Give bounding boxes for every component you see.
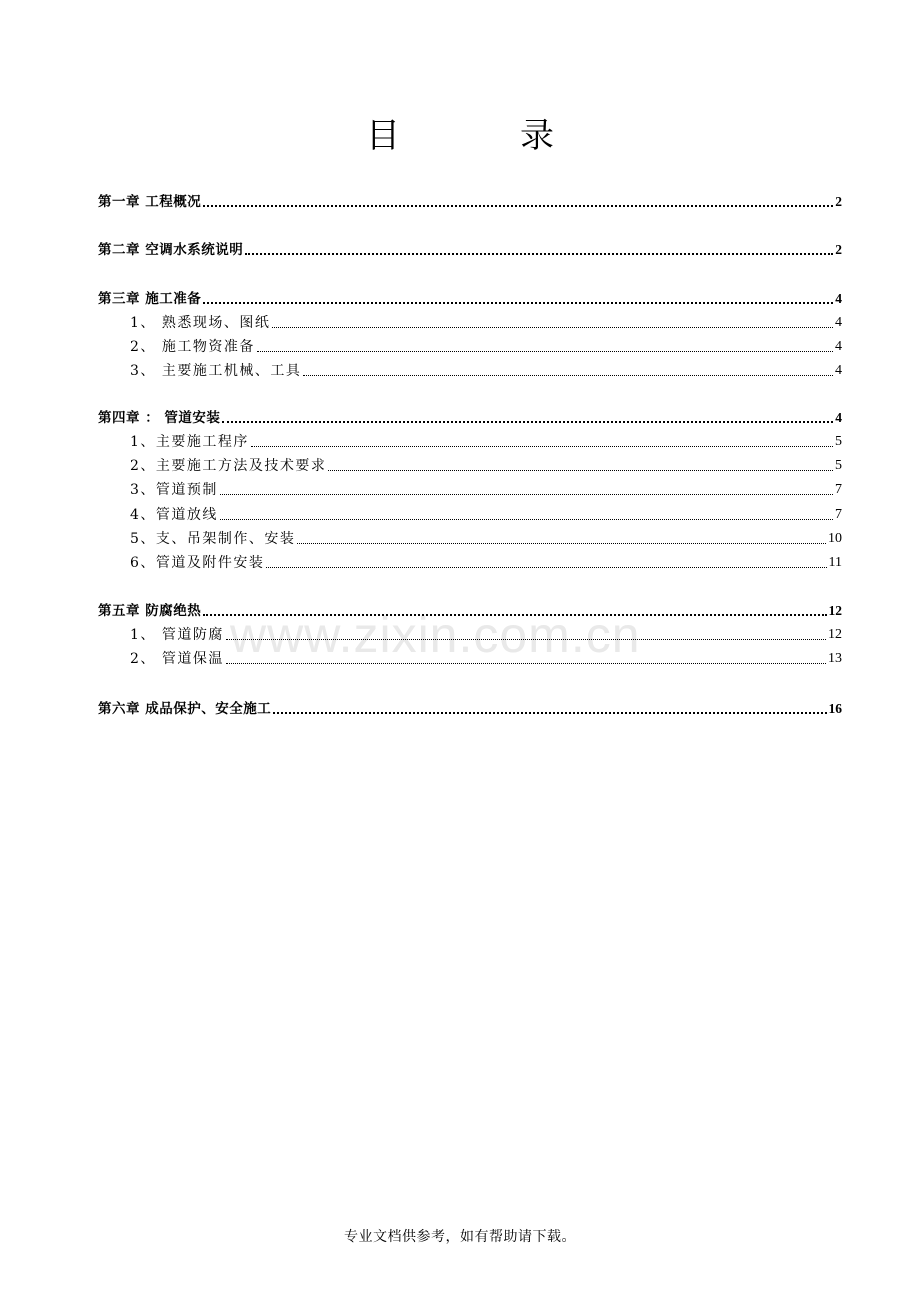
dot-leader — [222, 420, 833, 423]
toc-entry-chapter-6[interactable] — [98, 697, 842, 719]
toc-entry-4-5[interactable] — [130, 527, 842, 549]
toc-entry-4-3[interactable] — [130, 478, 842, 500]
toc-entry-label: 2、主要施工方法及技术要求 — [130, 458, 327, 474]
toc-entry-4-1[interactable] — [130, 430, 842, 452]
dot-leader — [220, 493, 833, 495]
toc-page-number: 11 — [828, 555, 842, 570]
toc-entry-label: 第四章 ： 管道安装 — [98, 410, 221, 426]
watermark: www.zixin.com.cn — [230, 607, 641, 663]
toc-page-number: 7 — [835, 482, 842, 497]
dot-leader — [266, 566, 826, 568]
dot-leader — [303, 374, 833, 376]
toc-entry-chapter-1[interactable] — [98, 190, 842, 212]
toc-entry-chapter-3[interactable] — [98, 287, 842, 309]
toc-entry-label: 1、主要施工程序 — [130, 434, 249, 450]
toc-entry-chapter-2[interactable] — [98, 238, 842, 260]
toc-entry-label: 第二章 空调水系统说明 — [98, 242, 244, 258]
toc-entry-3-1[interactable] — [130, 311, 842, 333]
toc-page-number: 2 — [835, 242, 842, 257]
toc-entry-4-6[interactable] — [130, 551, 842, 573]
toc-page-number: 4 — [835, 363, 842, 378]
toc-entry-label: 6、管道及附件安装 — [130, 555, 265, 571]
toc-entry-4-2[interactable] — [130, 454, 842, 476]
toc-entry-5-2[interactable] — [130, 647, 842, 669]
toc-page-number: 12 — [828, 627, 842, 642]
toc-entry-label: 3、管道预制 — [130, 482, 218, 498]
dot-leader — [272, 326, 833, 328]
toc-entry-4-4[interactable] — [130, 503, 842, 525]
dot-leader — [328, 469, 833, 471]
dot-leader — [257, 350, 833, 352]
toc-page-number: 4 — [835, 315, 842, 330]
toc-entry-label: 2、 施工物资准备 — [130, 339, 255, 355]
dot-leader — [251, 445, 833, 447]
toc-page-number: 5 — [835, 434, 842, 449]
dot-leader — [226, 662, 826, 664]
dot-leader — [226, 638, 826, 640]
toc-entry-label: 第一章 工程概况 — [98, 194, 202, 210]
toc-page-number: 5 — [835, 458, 842, 473]
toc-entry-label: 第五章 防腐绝热 — [98, 603, 202, 619]
toc-entry-label: 5、支、吊架制作、安装 — [130, 531, 296, 547]
toc-entry-label: 4、管道放线 — [130, 507, 218, 523]
toc-page-number: 4 — [835, 339, 842, 354]
toc-entry-label: 3、 主要施工机械、工具 — [130, 363, 302, 379]
dot-leader — [297, 542, 826, 544]
dot-leader — [245, 252, 833, 255]
toc-page-number: 2 — [835, 194, 842, 209]
toc-entry-3-3[interactable] — [130, 359, 842, 381]
toc-page-number: 4 — [835, 291, 842, 306]
toc-entry-chapter-4[interactable] — [98, 406, 842, 428]
page-title — [0, 112, 920, 160]
title-char-2: 录 — [520, 116, 554, 156]
toc-entry-label: 第六章 成品保护、安全施工 — [98, 701, 272, 717]
title-char-1: 目 — [366, 116, 400, 156]
dot-leader — [220, 518, 833, 520]
toc-page-number: 10 — [828, 531, 842, 546]
dot-leader — [203, 204, 833, 207]
toc-entry-5-1[interactable] — [130, 623, 842, 645]
page-footer: 专业文档供参考，如有帮助请下载。 — [344, 1229, 576, 1245]
toc-entry-chapter-5[interactable] — [98, 599, 842, 621]
toc-page-number: 7 — [835, 507, 842, 522]
toc-entry-label: 第三章 施工准备 — [98, 291, 202, 307]
dot-leader — [273, 711, 826, 714]
toc-entry-3-2[interactable] — [130, 335, 842, 357]
toc-page-number: 12 — [828, 603, 842, 618]
toc-entry-label: 1、 管道防腐 — [130, 627, 224, 643]
toc-page-number: 13 — [828, 651, 842, 666]
toc-page-number: 4 — [835, 410, 842, 425]
toc-entry-label: 2、 管道保温 — [130, 651, 224, 667]
dot-leader — [203, 301, 833, 304]
toc-page-number: 16 — [828, 701, 842, 716]
toc-entry-label: 1、 熟悉现场、图纸 — [130, 315, 271, 331]
dot-leader — [203, 613, 826, 616]
